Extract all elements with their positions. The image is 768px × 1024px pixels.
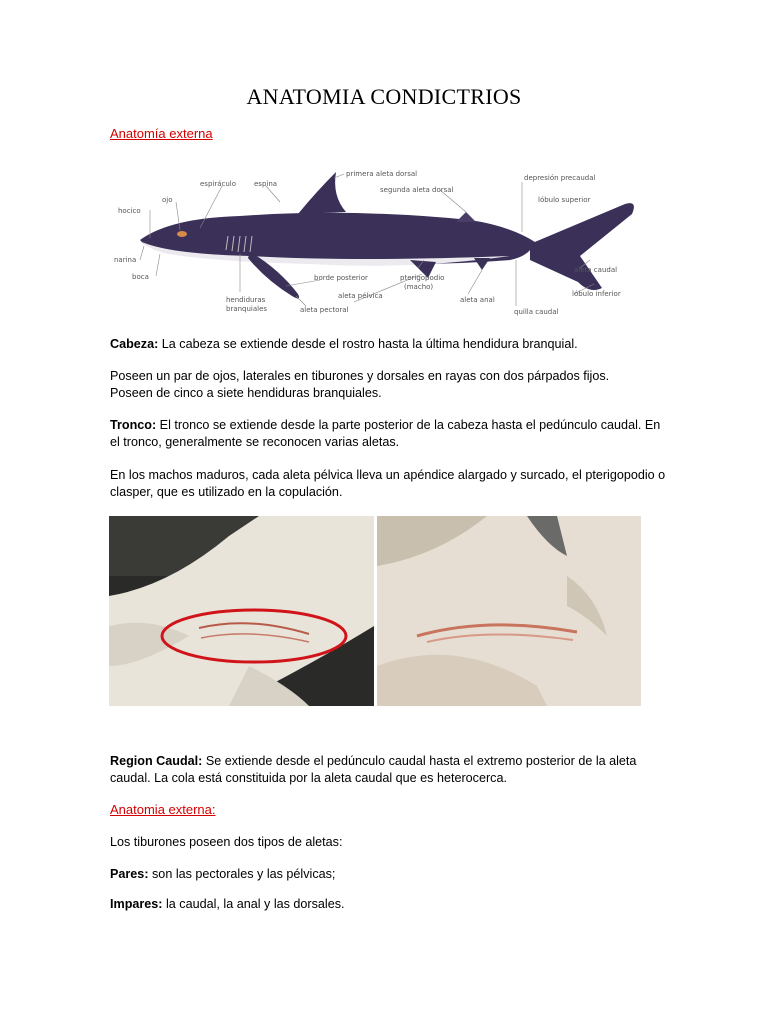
label-lobulo-inferior: lóbulo inferior — [572, 290, 621, 298]
label-ojo: ojo — [162, 196, 173, 204]
label-branquiales: branquiales — [226, 305, 268, 313]
section-heading-external-anatomy: Anatomía externa — [110, 126, 213, 141]
label-espiraculo: espiráculo — [200, 180, 237, 188]
label-quilla-caudal: quilla caudal — [514, 308, 559, 316]
label-lobulo-superior: lóbulo superior — [538, 196, 591, 204]
paragraph-impares: Impares: la caudal, la anal y las dorsales. — [110, 897, 345, 911]
label-aleta-caudal: aleta caudal — [574, 266, 618, 274]
label-hendiduras: hendiduras — [226, 296, 266, 304]
label-pterigopodio: pterigopodio — [400, 274, 445, 282]
label-boca: boca — [132, 273, 149, 281]
label-region-caudal: Region Caudal: — [110, 754, 203, 768]
paragraph-ojos: Poseen un par de ojos, laterales en tiburones y dorsales en rayas con dos párpados fijos. Poseen de cinco a siete hendiduras branquiales. — [110, 369, 610, 400]
label-macho: (macho) — [404, 283, 434, 291]
label-tronco: Tronco: — [110, 418, 157, 432]
label-segunda-aleta-dorsal: segunda aleta dorsal — [380, 186, 454, 194]
paragraph-tronco: Tronco: El tronco se extiende desde la parte posterior de la cabeza hasta el pedúnculo caudal. En el tronco, generalmente se reconocen varias aletas. — [110, 418, 661, 449]
photo-clasper-left — [109, 516, 374, 706]
paragraph-pares: Pares: son las pectorales y las pélvicas; — [110, 867, 336, 881]
label-espina: espina — [254, 180, 278, 188]
paragraph-region-caudal: Region Caudal: Se extiende desde el pedúnculo caudal hasta el extremo posterior de la aleta caudal. La cola está constituida por la aleta caudal que es heterocerca. — [110, 754, 637, 785]
label-narina: narina — [114, 256, 137, 264]
paragraph-machos: En los machos maduros, cada aleta pélvica lleva un apéndice alargado y surcado, el pterigopodio o clasper, que es utilizado en la copulación. — [110, 468, 666, 499]
label-primera-aleta-dorsal: primera aleta dorsal — [346, 170, 418, 178]
shark-anatomy-diagram — [110, 156, 638, 326]
label-aleta-pectoral: aleta pectoral — [300, 306, 349, 314]
photo-clasper-right — [377, 516, 641, 706]
page-title: ANATOMIA CONDICTRIOS — [246, 84, 522, 109]
label-aleta-pelvica: aleta pélvica — [338, 292, 383, 300]
label-depresion-precaudal: depresión precaudal — [524, 174, 596, 182]
label-hocico: hocico — [118, 207, 141, 215]
section-heading-external-anatomy-2: Anatomia externa: — [110, 802, 216, 817]
shark-eye — [177, 231, 187, 237]
label-impares: Impares: — [110, 897, 163, 911]
paragraph-tipos-aletas: Los tiburones poseen dos tipos de aletas: — [110, 835, 343, 849]
label-pares: Pares: — [110, 867, 149, 881]
label-borde-posterior: borde posterior — [314, 274, 368, 282]
label-cabeza: Cabeza: — [110, 337, 159, 351]
label-aleta-anal: aleta anal — [460, 296, 495, 304]
paragraph-cabeza: Cabeza: La cabeza se extiende desde el rostro hasta la última hendidura branquial. — [110, 337, 578, 351]
